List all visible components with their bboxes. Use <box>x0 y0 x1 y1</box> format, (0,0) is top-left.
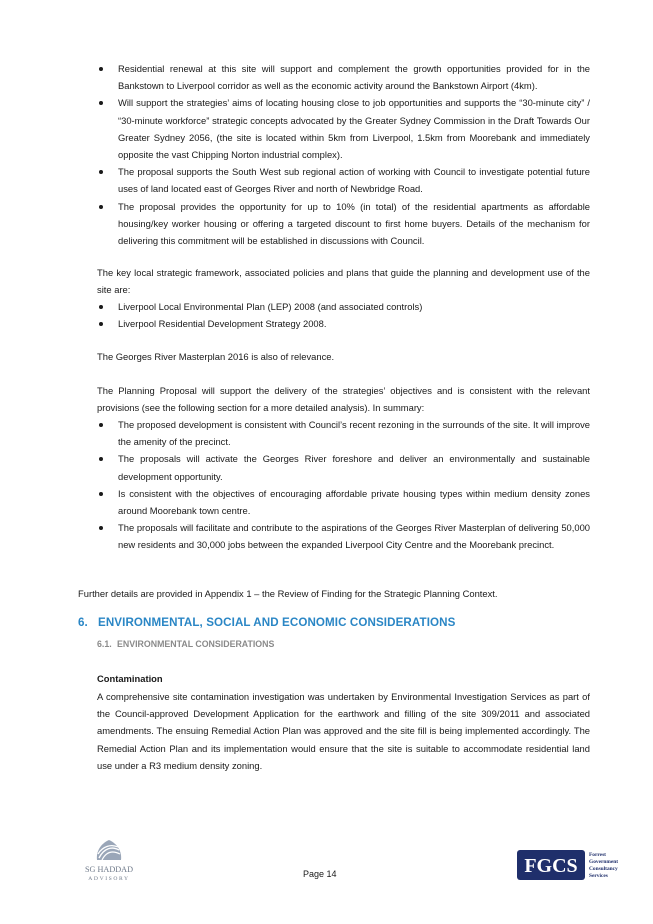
list-item: Is consistent with the objectives of encouraging affordable private housing types within medium density zones around Moorebank town centre. <box>78 485 590 519</box>
bullet-icon <box>99 322 103 326</box>
bullet-icon <box>99 492 103 496</box>
fgcs-line1: Forrest <box>589 852 606 858</box>
list-item: The proposal supports the South West sub regional action of working with Council to investigate potential future uses of land located east of Georges River and north of Newbridge Road. <box>78 163 590 197</box>
page-number: Page 14 <box>303 869 337 879</box>
paragraph-summary: The Planning Proposal will support the delivery of the strategies’ objectives and is consistent with the relevant provisions (see the following section for a more detailed analysis). In summary: <box>97 385 590 414</box>
list-item: The proposed development is consistent with Council’s recent rezoning in the surrounds of the site. It will improve the amenity of the precinct. <box>78 416 590 450</box>
fgcs-logo <box>517 848 627 882</box>
bullet-icon <box>99 457 103 461</box>
bullet-icon <box>99 67 103 71</box>
bullet-list-framework <box>78 298 590 332</box>
subsection-number: 6.1. <box>97 639 112 649</box>
list-item: Liverpool Residential Development Strategy 2008. <box>78 315 590 332</box>
bullet-icon <box>99 101 103 105</box>
paragraph-further-details: Further details are provided in Appendix 1 – the Review of Finding for the Strategic Planning Context. <box>78 588 498 599</box>
section-heading <box>78 616 455 629</box>
sg-haddad-logo <box>78 838 140 882</box>
list-item: The proposals will activate the Georges River foreshore and deliver an environmentally and sustainable development opportunity. <box>78 450 590 484</box>
paragraph-contamination: A comprehensive site contamination investigation was undertaken by Environmental Investigation Services as part of the Council-approved Development Application for the earthwork and filling of the site 309/2011 and associated amendments. The ensuing Remedial Action Plan was approved and the site fill is being implemented accordingly. The Remedial Action Plan and its implementation would ensure that the site is suitable to accommodate residential land use under a R3 medium density zoning. <box>97 691 590 771</box>
list-item: The proposals will facilitate and contribute to the aspirations of the Georges River Masterplan of delivering 50,000 new residents and 30,000 jobs between the expanded Liverpool City Centre and the Moorebank precinct. <box>78 519 590 553</box>
paragraph-masterplan: The Georges River Masterplan 2016 is also of relevance. <box>97 351 335 362</box>
sg-haddad-emblem-icon <box>97 840 121 860</box>
bullet-icon <box>99 423 103 427</box>
list-item: Liverpool Local Environmental Plan (LEP) 2008 (and associated controls) <box>78 298 590 315</box>
bullet-icon <box>99 305 103 309</box>
bullet-icon <box>99 205 103 209</box>
section-title: ENVIRONMENTAL, SOCIAL AND ECONOMIC CONSIDERATIONS <box>98 616 456 629</box>
subsection-heading <box>97 639 274 649</box>
bullet-icon <box>99 526 103 530</box>
logo-text-line1: SG HADDAD <box>85 865 133 874</box>
subsection-title: ENVIRONMENTAL CONSIDERATIONS <box>117 639 275 649</box>
bullet-list-summary <box>78 416 590 554</box>
list-item: The proposal provides the opportunity for up to 10% (in total) of the residential apartments as affordable housing/key worker housing or offering a targeted discount to first home buyers. Details of the mechanism for delivering this commitment will be established in discussions with Council. <box>78 198 590 250</box>
fgcs-line3: Consultancy <box>589 866 618 872</box>
section-number: 6. <box>78 616 88 629</box>
list-item: Residential renewal at this site will support and complement the growth opportunities provided for in the Bankstown to Liverpool corridor as well as the economic activity around the Bankstown Airport (4km). <box>78 60 590 94</box>
logo-text-line2: ADVISORY <box>88 876 130 882</box>
list-item: Will support the strategies’ aims of locating housing close to job opportunities and supports the “30-minute city” / “30-minute workforce” strategic concepts advocated by the Greater Sydney Commission in the Draft Towards Our Greater Sydney 2056, (the site is located within 5km from Liverpool, 1.5km from Moorebank and immediately opposite the vast Chipping Norton industrial complex). <box>78 94 590 163</box>
fgcs-line2: Government <box>589 859 619 865</box>
bullet-icon <box>99 170 103 174</box>
paragraph-framework: The key local strategic framework, associated policies and plans that guide the planning and development use of the site are: <box>97 267 590 296</box>
contamination-heading: Contamination <box>97 673 163 684</box>
fgcs-line4: Services <box>589 873 608 879</box>
fgcs-abbr: FGCS <box>524 855 578 877</box>
bullet-list-strategies <box>78 60 590 249</box>
